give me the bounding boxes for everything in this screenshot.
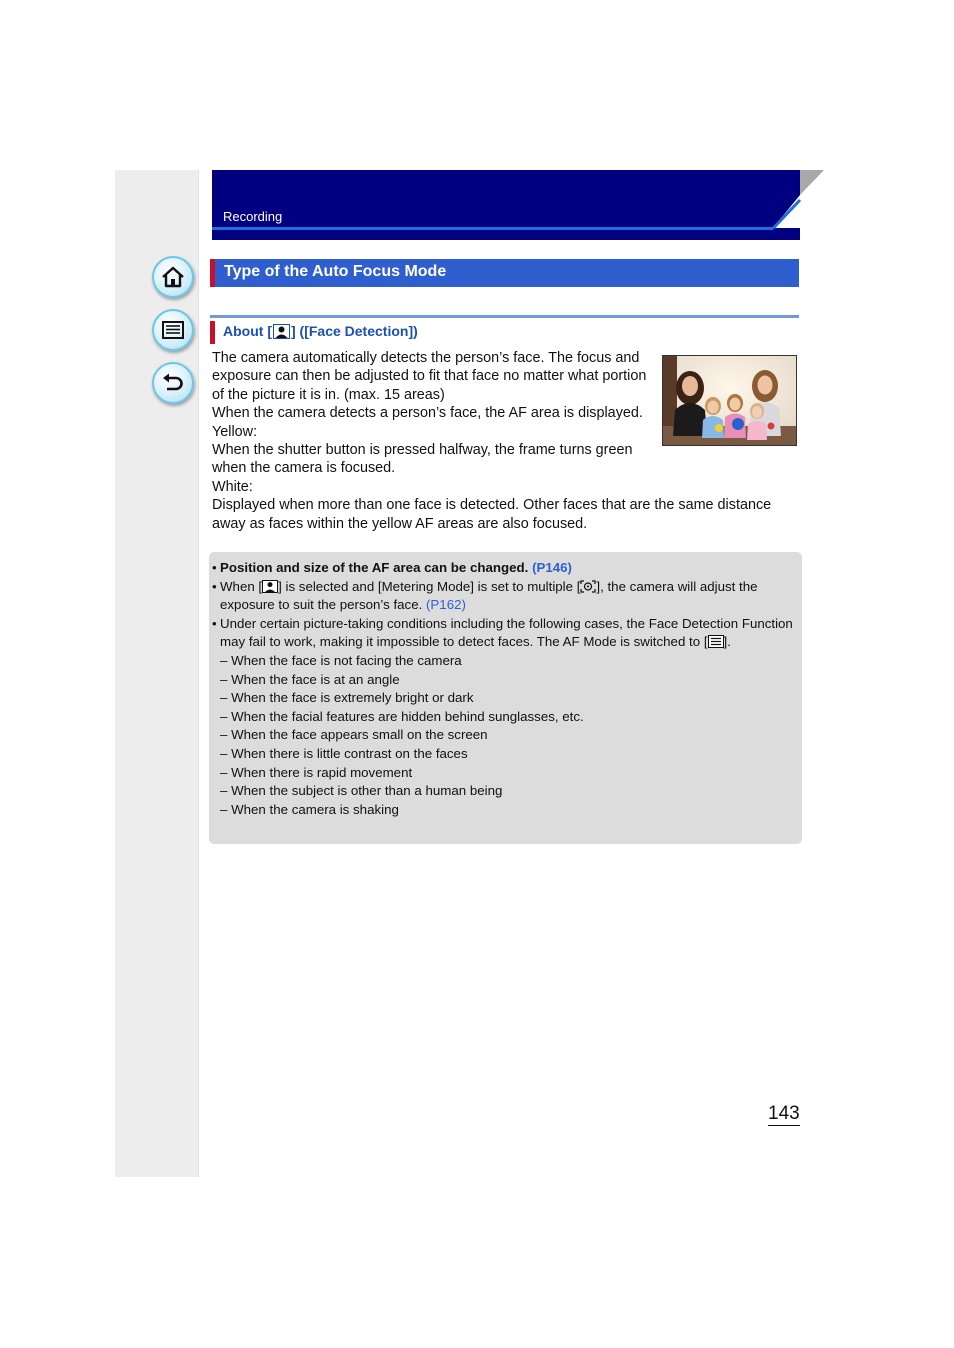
multi-area-af-icon bbox=[708, 635, 724, 648]
case-item: – When the subject is other than a human being bbox=[220, 783, 503, 799]
note-box bbox=[209, 552, 802, 844]
note-bullet-2: • When [ ] is selected and [Metering Mode] is set to multiple [ ], the camera will adjust the exposure to suit the person’s face. (P162) bbox=[212, 578, 797, 615]
chapter-header bbox=[212, 170, 800, 240]
subheading-marker bbox=[210, 321, 215, 344]
home-button[interactable] bbox=[152, 256, 194, 298]
page-number: 143 bbox=[768, 1103, 800, 1124]
case-item: – When the face appears small on the screen bbox=[220, 727, 488, 743]
menu-list-button[interactable] bbox=[152, 309, 194, 351]
section-title-bar bbox=[210, 259, 799, 287]
header-graphic bbox=[212, 170, 824, 240]
section-label: Recording bbox=[223, 209, 283, 224]
case-item: – When the face is not facing the camera bbox=[220, 652, 462, 668]
case-item: – When the face is at an angle bbox=[220, 671, 400, 687]
case-item: – When there is little contrast on the faces bbox=[220, 745, 468, 761]
link-p162[interactable]: (P162) bbox=[426, 597, 466, 613]
body-paragraph-4: Displayed when more than one face is detected. Other faces that are the same distance away as faces within the yellow AF areas are also focused. bbox=[212, 497, 772, 532]
home-icon bbox=[160, 264, 186, 290]
body-paragraph-2: When the camera detects a person’s face, the AF area is displayed. bbox=[212, 405, 643, 422]
body-paragraph-3: When the shutter button is pressed halfway, the frame turns green when the camera is focused. bbox=[212, 442, 633, 477]
body-paragraph-1: The camera automatically detects the person’s face. The focus and exposure can then be adjusted to fit that face no matter what portion of the picture it is in. (max. 15 areas) bbox=[212, 350, 647, 403]
note-bullet-3: • Under certain picture-taking conditions including the following cases, the Face Detection Function may fail to work, making it impossible to detect faces. The AF Mode is switched to [ ]. bbox=[212, 615, 797, 652]
case-item: – When the facial features are hidden behind sunglasses, etc. bbox=[220, 708, 584, 724]
body-text bbox=[212, 349, 802, 533]
back-icon bbox=[160, 370, 186, 396]
subheading bbox=[210, 315, 799, 343]
subheading-text: About [ ] ([Face Detection]) bbox=[223, 323, 418, 339]
face-detection-icon bbox=[262, 580, 278, 593]
note-bullet-1: • Position and size of the AF area can be changed. (P146) bbox=[212, 559, 797, 578]
case-item: – When the camera is shaking bbox=[220, 801, 399, 817]
multiple-metering-icon bbox=[580, 580, 596, 593]
link-p146[interactable]: (P146) bbox=[532, 560, 572, 575]
case-item: – When the face is extremely bright or dark bbox=[220, 690, 474, 706]
back-button[interactable] bbox=[152, 362, 194, 404]
body-label-white: White: bbox=[212, 478, 253, 495]
section-title: Type of the Auto Focus Mode bbox=[224, 263, 447, 280]
case-item: – When there is rapid movement bbox=[220, 764, 413, 780]
menu-list-icon bbox=[160, 317, 186, 343]
face-detection-icon bbox=[273, 324, 290, 339]
body-label-yellow: Yellow: bbox=[212, 423, 258, 440]
